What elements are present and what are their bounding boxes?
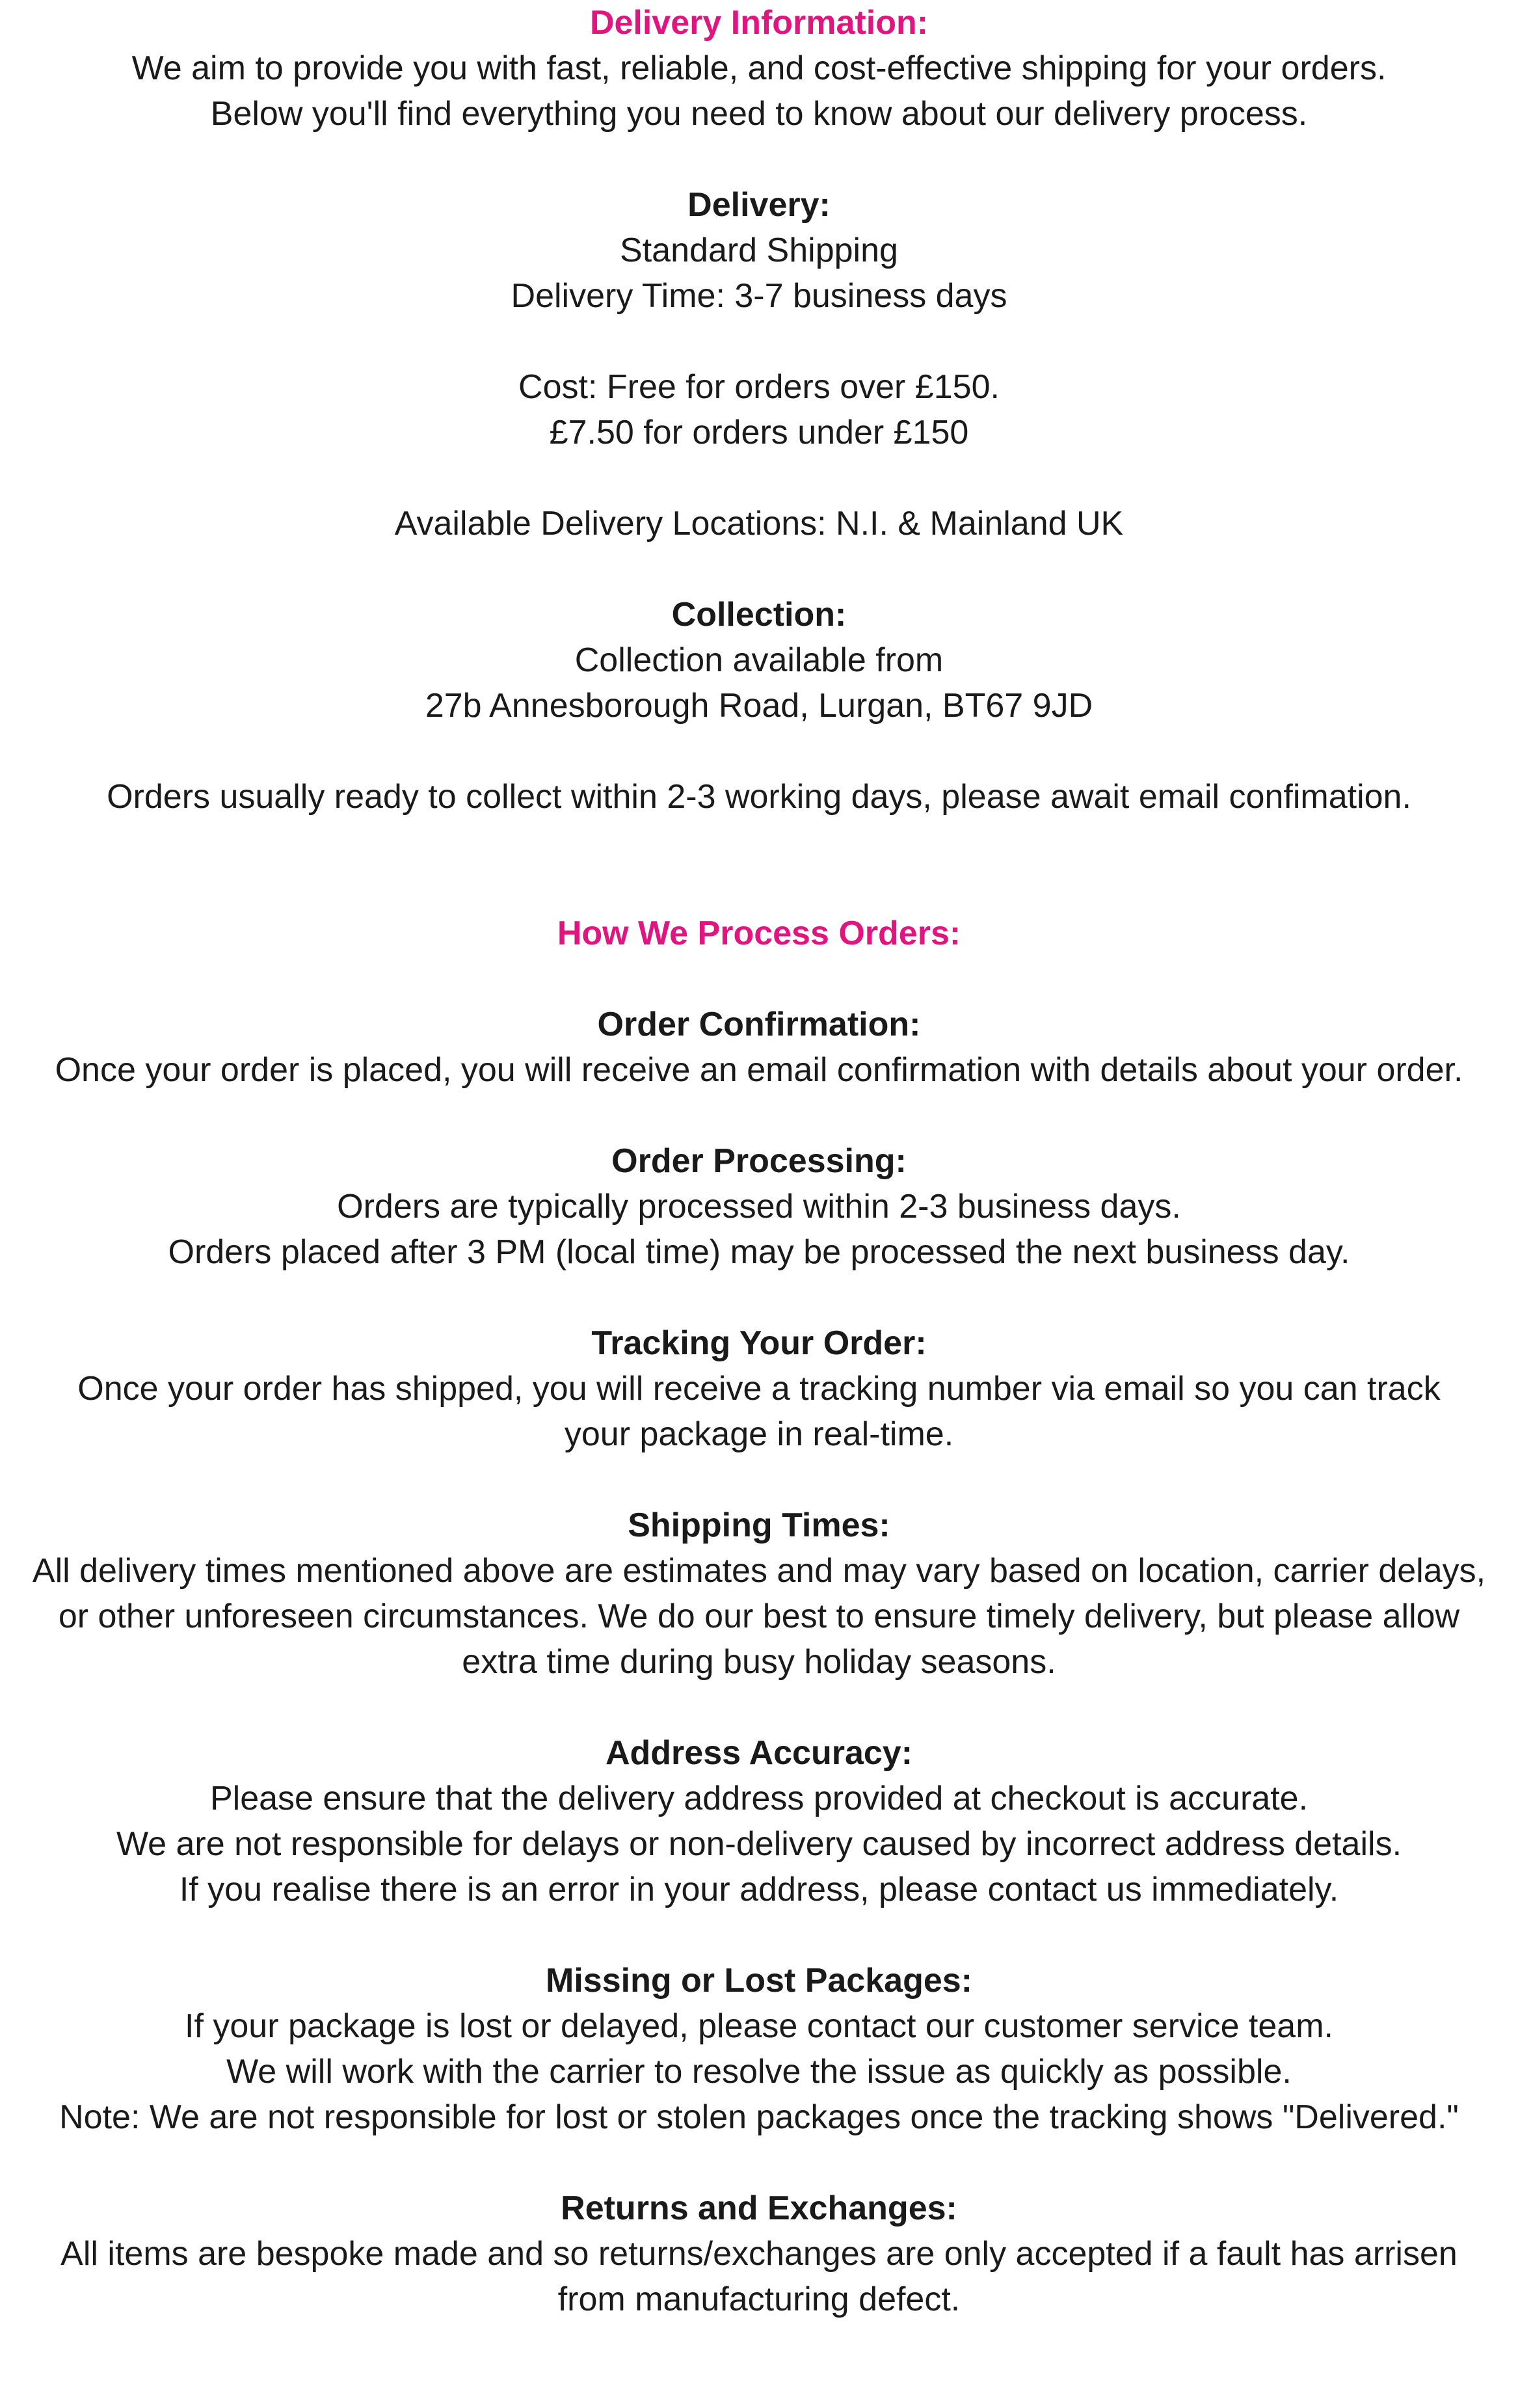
order-confirmation-section	[0, 1002, 1518, 1093]
section-line: We are not responsible for delays or non-delivery caused by incorrect address details.	[116, 1825, 1402, 1863]
returns-exchanges-section	[0, 2186, 1518, 2322]
section-line: Orders are typically processed within 2-3 business days.	[337, 1188, 1181, 1225]
delivery-information-section	[0, 0, 1518, 137]
collection-heading: Collection:	[671, 596, 847, 634]
section-line: If your package is lost or delayed, please contact our customer service team.	[185, 2007, 1333, 2045]
delivery-cost-line: Cost: Free for orders over £150.	[518, 368, 1000, 406]
section-line: Orders placed after 3 PM (local time) may be processed the next business day.	[168, 1233, 1350, 1271]
section-line: or other unforeseen circumstances. We do our best to ensure timely delivery, but please allow	[58, 1598, 1460, 1635]
shipping-times-section	[0, 1503, 1518, 1685]
intro-line: We aim to provide you with fast, reliable, and cost-effective shipping for your orders.	[131, 49, 1387, 87]
collection-line: Collection available from	[574, 641, 944, 679]
delivery-method: Standard Shipping	[620, 232, 898, 269]
collection-section	[0, 592, 1518, 820]
intro-line: Below you'll find everything you need to know about our delivery process.	[210, 95, 1308, 133]
section-line: Once your order is placed, you will receive an email confirmation with details about your order.	[55, 1051, 1463, 1089]
process-orders-heading: How We Process Orders:	[557, 915, 961, 952]
section-title: Order Processing:	[611, 1142, 907, 1180]
section-line: All items are bespoke made and so returns/exchanges are only accepted if a fault has arrisen	[60, 2235, 1458, 2273]
section-line: We will work with the carrier to resolve the issue as quickly as possible.	[226, 2053, 1292, 2091]
section-title: Returns and Exchanges:	[561, 2189, 957, 2227]
delivery-cost-line: £7.50 for orders under £150	[549, 414, 969, 451]
section-title: Order Confirmation:	[597, 1006, 921, 1043]
section-line: All delivery times mentioned above are estimates and may vary based on location, carrier delays,	[32, 1552, 1486, 1590]
order-processing-section	[0, 1138, 1518, 1275]
missing-packages-section	[0, 1958, 1518, 2140]
process-orders-section	[0, 911, 1518, 2322]
address-accuracy-section	[0, 1730, 1518, 1912]
delivery-time: Delivery Time: 3-7 business days	[511, 277, 1007, 315]
collection-note: Orders usually ready to collect within 2-3 working days, please await email confimation.	[107, 778, 1411, 816]
section-title: Missing or Lost Packages:	[546, 1962, 972, 2000]
section-line: Please ensure that the delivery address provided at checkout is accurate.	[209, 1780, 1309, 1817]
collection-address: 27b Annesborough Road, Lurgan, BT67 9JD	[425, 687, 1093, 725]
delivery-heading: Delivery:	[687, 186, 831, 224]
section-line: from manufacturing defect.	[557, 2281, 961, 2318]
section-line: Note: We are not responsible for lost or stolen packages once the tracking shows "Delivered."	[59, 2098, 1459, 2136]
section-title: Shipping Times:	[628, 1506, 890, 1544]
delivery-information-heading: Delivery Information:	[589, 4, 929, 42]
section-line: If you realise there is an error in your address, please contact us immediately.	[179, 1871, 1339, 1908]
section-line: your package in real-time.	[564, 1415, 954, 1453]
tracking-order-section	[0, 1320, 1518, 1457]
delivery-locations: Available Delivery Locations: N.I. & Mainland UK	[394, 505, 1124, 542]
section-title: Tracking Your Order:	[591, 1324, 927, 1362]
section-title: Address Accuracy:	[605, 1734, 913, 1772]
section-line: extra time during busy holiday seasons.	[462, 1643, 1056, 1681]
section-line: Once your order has shipped, you will receive a tracking number via email so you can track	[77, 1370, 1441, 1408]
delivery-section	[0, 182, 1518, 546]
